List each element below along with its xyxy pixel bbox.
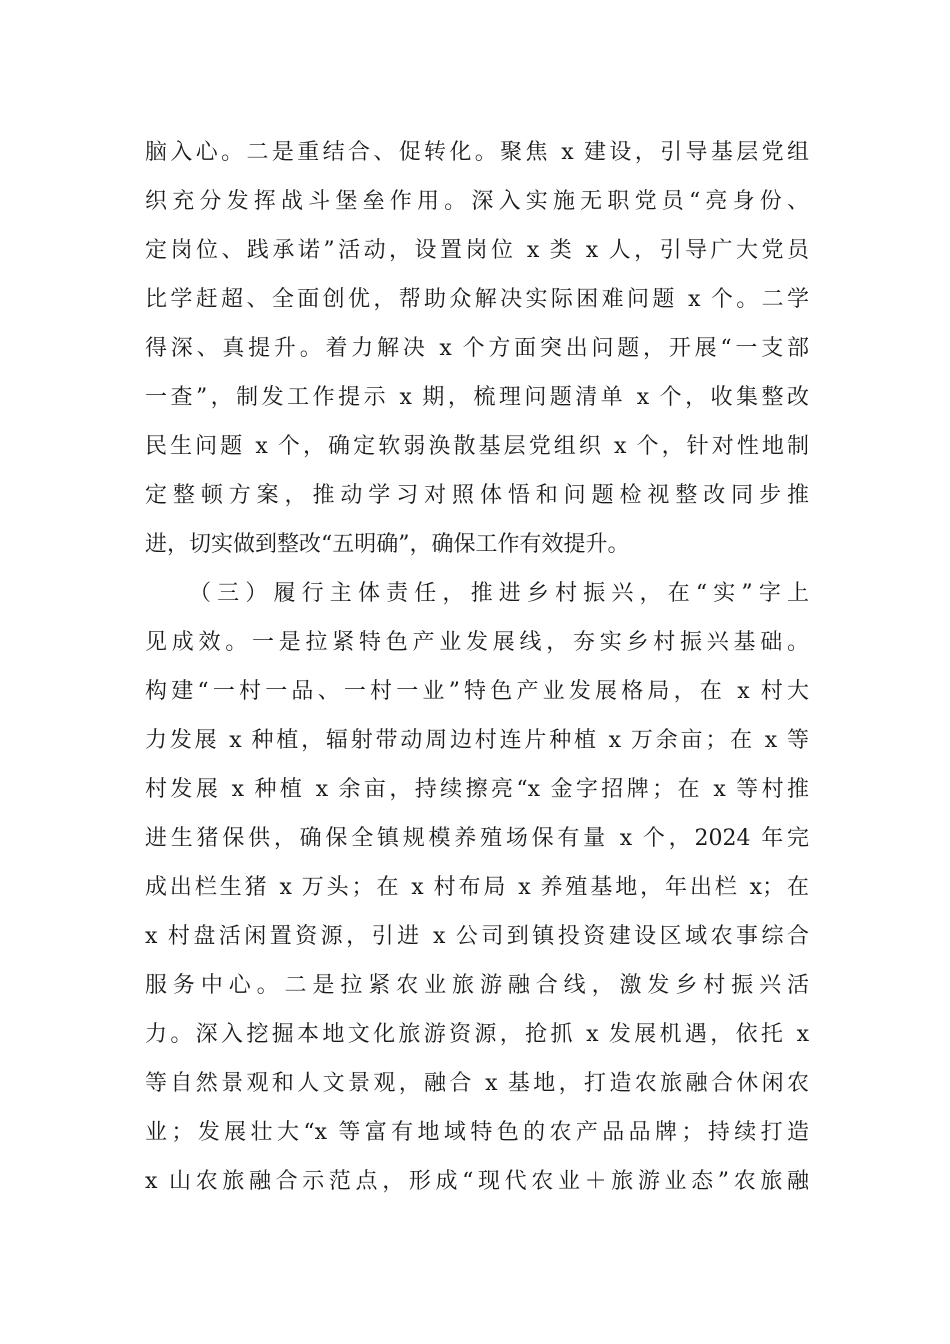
- text-line: 定岗位、践承诺”活动，设置岗位 x 类 x 人，引导广大党员: [145, 238, 809, 263]
- text-line: 进生猪保供，确保全镇规模养殖场保有量 x 个，2024 年完: [145, 826, 809, 851]
- text-line: 服务中心。二是拉紧农业旅游融合线，激发乡村振兴活: [145, 973, 809, 998]
- text-line: 进，切实做到整改“五明确”，确保工作有效提升。: [145, 532, 630, 557]
- text-line: 一查”，制发工作提示 x 期，梳理问题清单 x 个，收集整改: [145, 385, 809, 410]
- text-line: 力发展 x 种植，辐射带动周边村连片种植 x 万余亩；在 x 等: [145, 728, 809, 753]
- text-line: 民生问题 x 个，确定软弱涣散基层党组织 x 个，针对性地制: [145, 434, 809, 459]
- text-line: 织充分发挥战斗堡垒作用。深入实施无职党员“亮身份、: [145, 189, 809, 214]
- text-line: 构建“一村一品、一村一业”特色产业发展格局，在 x 村大: [145, 679, 809, 704]
- document-page: [145, 128, 809, 1206]
- text-line: 村发展 x 种植 x 余亩，持续擦亮“x 金字招牌；在 x 等村推: [145, 777, 809, 802]
- text-line: 定整顿方案，推动学习对照体悟和问题检视整改同步推: [145, 483, 809, 508]
- text-line: x 村盘活闲置资源，引进 x 公司到镇投资建设区域农事综合: [145, 924, 809, 949]
- text-line: 等自然景观和人文景观，融合 x 基地，打造农旅融合休闲农: [145, 1071, 809, 1096]
- text-line: 得深、真提升。着力解决 x 个方面突出问题，开展“一支部: [145, 336, 809, 361]
- text-line: 见成效。一是拉紧特色产业发展线，夯实乡村振兴基础。: [145, 630, 809, 655]
- text-line: 业；发展壮大“x 等富有地域特色的农产品品牌；持续打造: [145, 1120, 809, 1145]
- text-line: 比学赶超、全面创优，帮助众解决实际困难问题 x 个。二学: [145, 287, 809, 312]
- section-heading-line: （三）履行主体责任，推进乡村振兴，在“实”字上: [189, 581, 809, 606]
- text-line: 成出栏生猪 x 万头；在 x 村布局 x 养殖基地，年出栏 x；在: [145, 875, 809, 900]
- text-line: 脑入心。二是重结合、促转化。聚焦 x 建设，引导基层党组: [145, 140, 809, 165]
- text-line: 力。深入挖掘本地文化旅游资源，抢抓 x 发展机遇，依托 x: [145, 1022, 809, 1047]
- text-line: x 山农旅融合示范点，形成“现代农业＋旅游业态”农旅融: [145, 1169, 809, 1194]
